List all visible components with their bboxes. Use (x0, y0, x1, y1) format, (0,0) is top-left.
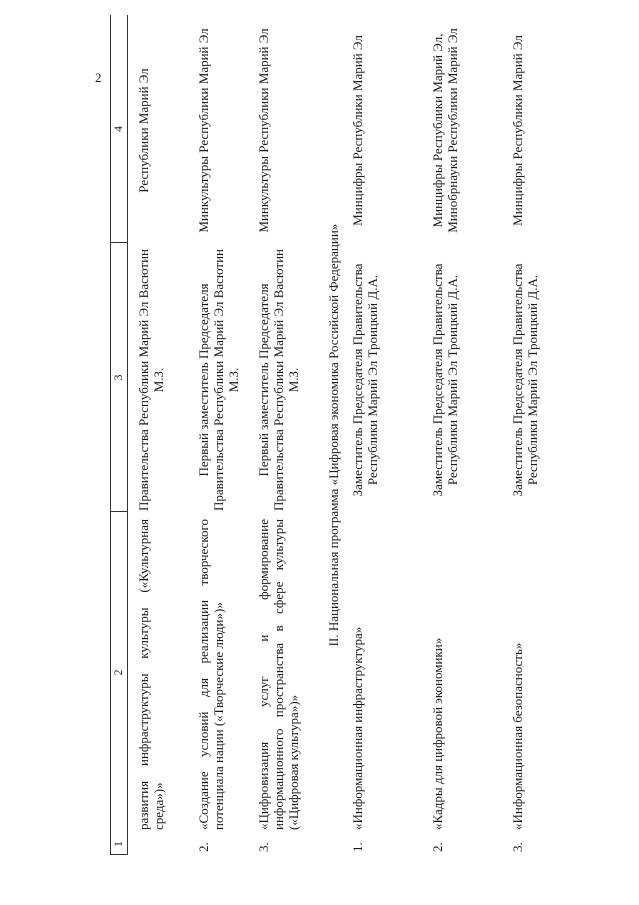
responsible-person: Первый заместитель Председателя Правительства Республики Марий Эл Васютин М.З. (196, 249, 241, 512)
executor: Минкультуры Республики Марий Эл (196, 28, 211, 233)
row-number: 3. (510, 842, 525, 852)
row-number: 3. (256, 842, 271, 852)
col-header-3: 3 (111, 374, 125, 381)
project-name: «Создание условий для реализации творческого потенциала нации («Творческие люди»)» (196, 519, 226, 830)
responsible-person: Первый заместитель Председателя Правительства Республики Марий Эл Васютин М.З. (256, 249, 301, 512)
responsible-person: Заместитель Председателя Правительства Республики Марий Эл Троицкий Д.А. (510, 263, 540, 497)
col-header-4: 4 (111, 126, 125, 132)
executor: Минцифры Республики Марий Эл (350, 35, 365, 226)
executor: Минкультуры Республики Марий Эл (256, 28, 271, 233)
col-header-1: 1 (111, 841, 125, 847)
project-name: «Цифровизация услуг и формирование информационного пространства в сфере культуры («Цифровая культура»)» (256, 519, 301, 830)
project-name: «Информационная безопасность» (510, 642, 525, 830)
project-name: «Кадры для цифровой экономики» (430, 637, 445, 830)
col-header-2: 2 (111, 669, 125, 676)
page-number: 2 (95, 70, 102, 85)
responsible-person: Заместитель Председателя Правительства Республики Марий Эл Троицкий Д.А. (350, 263, 380, 497)
section-title: II. Национальная программа «Цифровая экономика Российской Федерации» (326, 223, 341, 647)
rotated-table (110, 15, 580, 855)
executor: Минцифры Республики Марий Эл, Минобрнауки Республики Марий Эл (430, 28, 460, 233)
table-header-border (127, 15, 128, 855)
row-number: 2. (430, 842, 445, 852)
responsible-person: Заместитель Председателя Правительства Республики Марий Эл Троицкий Д.А. (430, 263, 460, 497)
row-number: 2. (196, 842, 211, 852)
row-number: 1. (350, 842, 365, 852)
project-name: «Информационная инфраструктура» (350, 626, 365, 830)
executor: Минцифры Республики Марий Эл (510, 35, 525, 226)
executor: Республики Марий Эл (136, 68, 151, 193)
project-name: развития инфраструктуры культуры («Культурная среда»)» (136, 519, 166, 830)
responsible-person: Правительства Республики Марий Эл Васютин М.З. (136, 249, 166, 512)
